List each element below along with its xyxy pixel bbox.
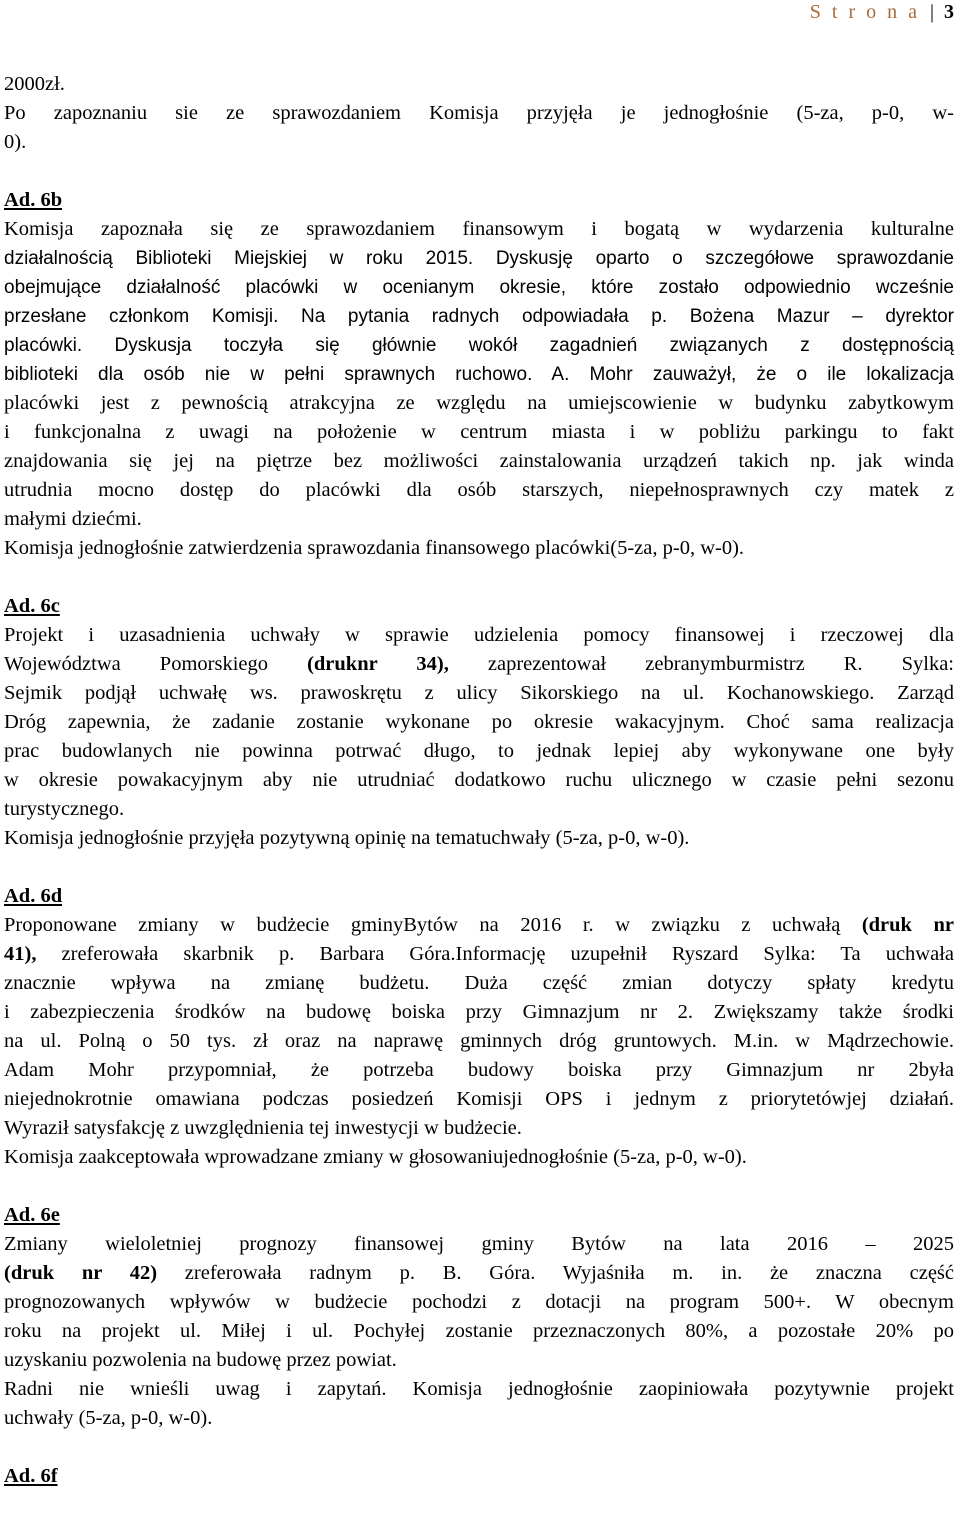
section-heading-6c: Ad. 6c (4, 595, 60, 617)
header-separator: | (929, 1, 934, 23)
paragraph-line: Województwa Pomorskiego (druknr 34), zaprezentował zebranymburmistrz R. Sylka: (4, 653, 954, 675)
paragraph-line: utrudnia mocno dostęp do placówki dla osób starszych, niepełnosprawnych czy matek z (4, 479, 954, 501)
section-heading-6b: Ad. 6b (4, 189, 63, 211)
paragraph-line: Proponowane zmiany w budżecie gminyBytów na 2016 r. w związku z uchwałą (druk nr (4, 914, 954, 936)
paragraph-line: Adam Mohr przypomniał, że potrzeba budowy boiska przy Gimnazjum nr 2była (4, 1059, 954, 1081)
paragraph-line: 2000zł. (4, 73, 65, 95)
druk-reference: (druk nr (861, 914, 954, 936)
section-conclusion: Komisja zaakceptowała wprowadzane zmiany w głosowaniujednogłośnie (5-za, p-0, w-0). (4, 1146, 747, 1168)
paragraph-line: przesłane członkom Komisji. Na pytania radnych odpowiadała p. Bożena Mazur – dyrektor (4, 306, 954, 327)
paragraph-line: małymi dziećmi. (4, 508, 142, 530)
paragraph-line: placówki. Dyskusja toczyła się głównie wokół zagadnień związanych z dostępnością (4, 335, 954, 356)
paragraph-line: prognozowanych wpływów w budżecie pochodzi z dotacji na program 500+. W obecnym (4, 1291, 954, 1313)
paragraph-line: prac budowlanych nie powinna potrwać długo, to jednak lepiej aby wykonywane one były (4, 740, 954, 762)
paragraph-line: roku na projekt ul. Miłej i ul. Pochyłej zostanie przeznaczonych 80%, a pozostałe 20% po (4, 1320, 954, 1342)
paragraph-line: znajdowania się jej na piętrze bez możliwości zainstalowania urządzeń takich np. jak winda (4, 450, 954, 472)
paragraph-line: niejednokrotnie omawiana podczas posiedzeń Komisji OPS i jednym z priorytetówjej działań. (4, 1088, 954, 1110)
paragraph-line: (druk nr 42) zreferowała radnym p. B. Góra. Wyjaśniła m. in. że znaczna część (4, 1262, 954, 1284)
paragraph-line: turystycznego. (4, 798, 125, 820)
paragraph-line: Dróg zapewnia, że zadanie zostanie wykonane po okresie wakacyjnym. Choć sama realizacja (4, 711, 954, 733)
paragraph-line: Radni nie wnieśli uwag i zapytań. Komisja jednogłośnie zaopiniowała pozytywnie projekt (4, 1378, 954, 1400)
paragraph-line: placówki jest z pewnością atrakcyjna ze względu na umiejscowienie w budynku zabytkowym (4, 392, 954, 414)
druk-reference: 41), (4, 943, 37, 965)
paragraph-line: Komisja zapoznała się ze sprawozdaniem finansowym i bogatą w wydarzenia kulturalne (4, 218, 954, 240)
paragraph-line: znacznie wpływa na zmianę budżetu. Duża część zmian dotyczy spłaty kredytu (4, 972, 954, 994)
paragraph-line: biblioteki dla osób nie w pełni sprawnych ruchowo. A. Mohr zauważył, że o ile lokalizacja (4, 364, 954, 385)
section-heading-6d: Ad. 6d (4, 885, 63, 907)
paragraph-line: Wyraził satysfakcję z uwzględnienia tej inwestycji w budżecie. (4, 1117, 522, 1139)
section-heading-6f: Ad. 6f (4, 1465, 58, 1487)
paragraph-line: Po zapoznaniu sie ze sprawozdaniem Komisja przyjęła je jednogłośnie (5-za, p-0, w- (4, 102, 954, 124)
page-header (810, 0, 954, 24)
druk-reference: (druk nr 42) (4, 1262, 158, 1284)
paragraph-line: na ul. Polną o 50 tys. zł oraz na naprawę gminnych dróg gruntowych. M.in. w Mądrzechowie. (4, 1030, 954, 1052)
druk-reference: (druknr 34), (307, 653, 449, 675)
paragraph-line: uchwały (5-za, p-0, w-0). (4, 1407, 213, 1429)
paragraph-line: i funkcjonalna z uwagi na położenie w centrum miasta i w pobliżu parkingu to fakt (4, 421, 954, 443)
section-conclusion: Komisja jednogłośnie przyjęła pozytywną opinię na tematuchwały (5-za, p-0, w-0). (4, 827, 690, 849)
paragraph-line: Sejmik podjął uchwałę ws. prawoskrętu z ulicy Sikorskiego na ul. Kochanowskiego. Zarząd (4, 682, 954, 704)
paragraph-line: obejmujące działalność placówki w ocenianym okresie, które zostało odpowiednio wcześnie (4, 277, 954, 298)
paragraph-line: w okresie powakacyjnym aby nie utrudniać dodatkowo ruchu ulicznego w czasie pełni sezonu (4, 769, 954, 791)
paragraph-line: 0). (4, 131, 27, 153)
paragraph-line: 41), zreferowała skarbnik p. Barbara Góra.Informację uzupełnił Ryszard Sylka: Ta uchwała (4, 943, 954, 965)
paragraph-line: Projekt i uzasadnienia uchwały w sprawie udzielenia pomocy finansowej i rzeczowej dla (4, 624, 954, 646)
paragraph-line: Zmiany wieloletniej prognozy finansowej gminy Bytów na lata 2016 – 2025 (4, 1233, 954, 1255)
paragraph-line: działalnością Biblioteki Miejskiej w roku 2015. Dyskusję oparto o szczegółowe sprawozdanie (4, 248, 954, 269)
section-heading-6e: Ad. 6e (4, 1204, 60, 1226)
page-number: 3 (944, 1, 954, 23)
document-body (4, 70, 954, 1491)
paragraph-line: i zabezpieczenia środków na budowę boiska przy Gimnazjum nr 2. Zwiększamy także środki (4, 1001, 954, 1023)
paragraph-line: uzyskaniu pozwolenia na budowę przez powiat. (4, 1349, 397, 1371)
page-label: S t r o n a (809, 1, 920, 23)
section-conclusion: Komisja jednogłośnie zatwierdzenia sprawozdania finansowego placówki(5-za, p-0, w-0). (4, 537, 745, 559)
